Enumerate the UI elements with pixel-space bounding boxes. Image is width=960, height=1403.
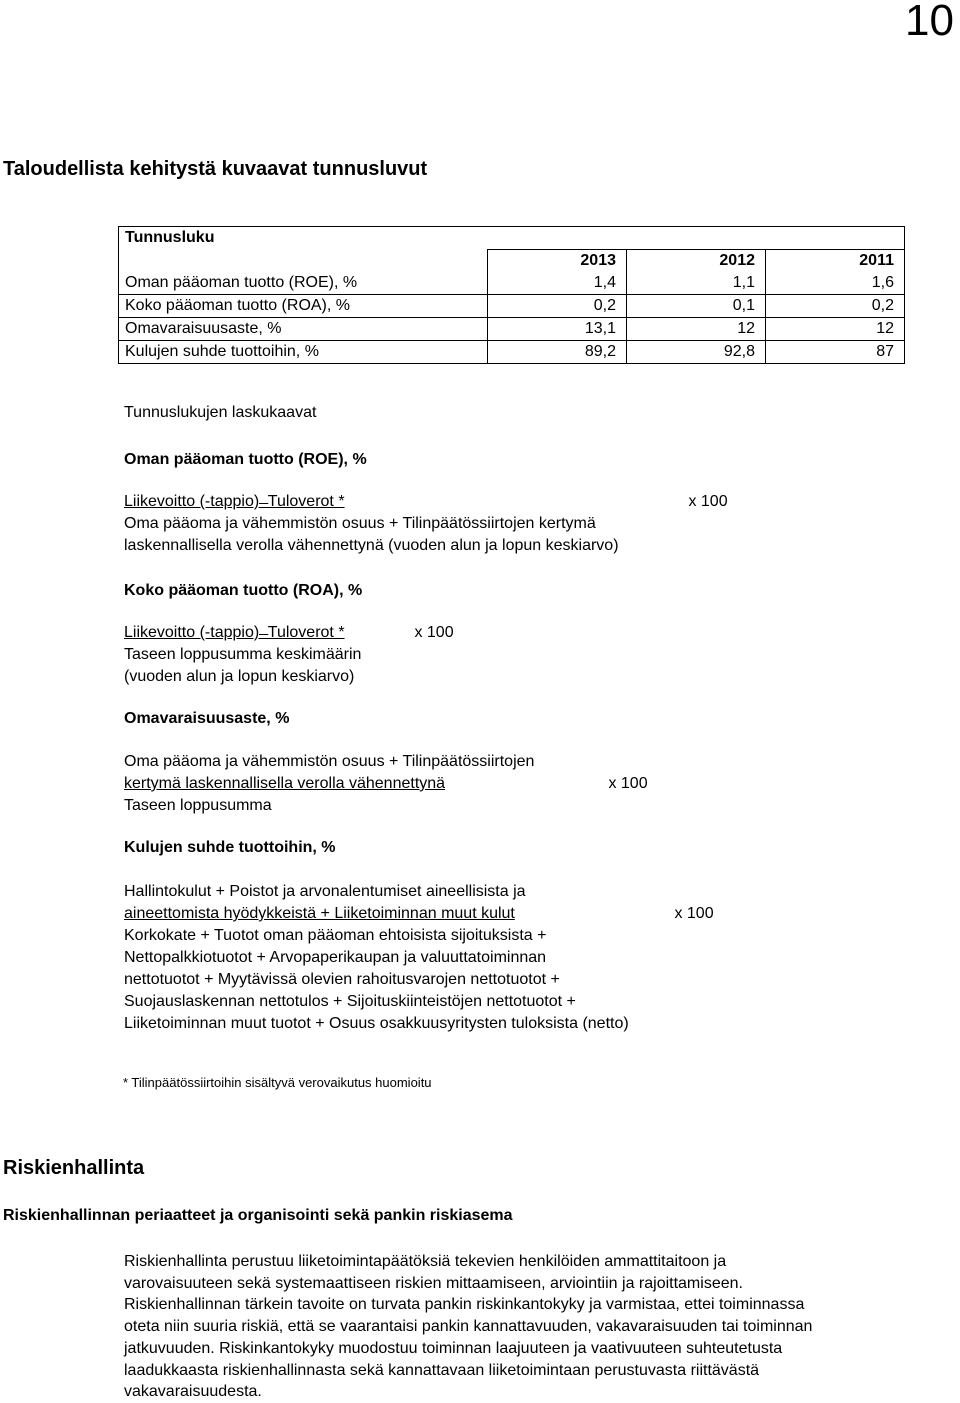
page-number: 10 bbox=[905, 0, 954, 45]
row-value: 0,2 bbox=[766, 295, 905, 318]
risk-heading: Riskienhallinta bbox=[3, 1157, 145, 1179]
year-header: 2012 bbox=[627, 250, 766, 273]
row-value: 1,4 bbox=[488, 272, 627, 295]
row-value: 89,2 bbox=[488, 341, 627, 364]
table-row bbox=[119, 318, 905, 341]
roe-numerator: Liikevoitto (-tappio) ̶ Tuloverot * x 100 bbox=[124, 493, 728, 510]
equity-denominator: Taseen loppusumma bbox=[124, 797, 272, 814]
equity-numerator-1: Oma pääoma ja vähemmistön osuus + Tilinpäätössiirtojen bbox=[124, 753, 535, 770]
row-value: 1,6 bbox=[766, 272, 905, 295]
row-value: 0,2 bbox=[488, 295, 627, 318]
cost-income-denominator-line: Korkokate + Tuotot oman pääoman ehtoisista sijoituksista + bbox=[124, 927, 547, 944]
roe-denominator-1: Oma pääoma ja vähemmistön osuus + Tilinpäätössiirtojen kertymä bbox=[124, 515, 596, 532]
cost-income-denominator-line: Liiketoiminnan muut tuotot + Osuus osakkuusyritysten tuloksista (netto) bbox=[124, 1015, 629, 1032]
paragraph-line: varovaisuuteen sekä systemaattiseen riskien mittaamiseen, arviointiin ja rajoittamiseen. bbox=[124, 1274, 743, 1292]
row-value: 13,1 bbox=[488, 318, 627, 341]
roa-title: Koko pääoman tuotto (ROA), % bbox=[124, 582, 363, 599]
risk-paragraph bbox=[124, 1251, 944, 1403]
row-label: Koko pääoman tuotto (ROA), % bbox=[119, 295, 488, 318]
cost-income-denominator-line: Nettopalkkiotuotot + Arvopaperikaupan ja valuuttatoiminnan bbox=[124, 949, 547, 966]
row-label: Kulujen suhde tuottoihin, % bbox=[119, 341, 488, 364]
paragraph-line: jatkuvuuden. Riskinkantokyky muodostuu toiminnan laajuuteen ja vaativuuteen suhteutetusta bbox=[124, 1339, 783, 1357]
roa-denominator-1: Taseen loppusumma keskimäärin bbox=[124, 646, 362, 663]
cost-income-denominator-line: nettotuotot + Myytävissä olevien rahoitusvarojen nettotuotot + bbox=[124, 971, 560, 988]
row-value: 12 bbox=[627, 318, 766, 341]
row-value: 87 bbox=[766, 341, 905, 364]
table-row bbox=[119, 295, 905, 318]
formulas-heading: Tunnuslukujen laskukaavat bbox=[124, 404, 317, 421]
year-header: 2011 bbox=[766, 250, 905, 273]
paragraph-line: laadukkaasta riskienhallinnasta sekä kannattavaan liiketoimintaan perustuvasta riittävästä bbox=[124, 1361, 760, 1379]
row-value: 0,1 bbox=[627, 295, 766, 318]
equity-multiplier: x 100 bbox=[608, 775, 648, 792]
paragraph-line: vakavaraisuudesta. bbox=[124, 1383, 262, 1401]
equity-numerator-2: kertymä laskennallisella verolla vähennettynä x 100 bbox=[124, 775, 648, 792]
table-row bbox=[119, 341, 905, 364]
equity-title: Omavaraisuusaste, % bbox=[124, 710, 290, 727]
paragraph-line: Riskienhallinta perustuu liiketoimintapäätöksiä tekevien henkilöiden ammattitaitoon ja bbox=[124, 1253, 727, 1270]
year-header: 2013 bbox=[488, 250, 627, 273]
row-label: Omavaraisuusaste, % bbox=[119, 318, 488, 341]
table-row bbox=[119, 272, 905, 295]
risk-subheading: Riskienhallinnan periaatteet ja organisointi sekä pankin riskiasema bbox=[3, 1207, 513, 1224]
cost-income-title: Kulujen suhde tuottoihin, % bbox=[124, 839, 336, 856]
roe-title: Oman pääoman tuotto (ROE), % bbox=[124, 451, 367, 468]
key-figures-table bbox=[118, 226, 905, 364]
cost-income-multiplier: x 100 bbox=[674, 905, 714, 922]
row-value: 1,1 bbox=[627, 272, 766, 295]
table-title: Tunnusluku bbox=[119, 227, 488, 250]
cost-income-denominator-line: Suojauslaskennan nettotulos + Sijoituskiinteistöjen nettotuotot + bbox=[124, 993, 576, 1010]
row-value: 12 bbox=[766, 318, 905, 341]
cost-income-numerator-1: Hallintokulut + Poistot ja arvonalentumiset aineellisista ja bbox=[124, 883, 526, 900]
paragraph-line: Riskienhallinnan tärkein tavoite on turvata pankin riskinkantokyky ja varmistaa, ettei toiminnassa bbox=[124, 1296, 805, 1314]
roe-denominator-2: laskennallisella verolla vähennettynä (vuoden alun ja lopun keskiarvo) bbox=[124, 537, 619, 554]
footnote: * Tilinpäätössiirtoihin sisältyvä verovaikutus huomioitu bbox=[123, 1075, 432, 1090]
row-label: Oman pääoman tuotto (ROE), % bbox=[119, 272, 488, 295]
roa-multiplier: x 100 bbox=[414, 624, 454, 641]
roe-multiplier: x 100 bbox=[688, 493, 728, 510]
roa-denominator-2: (vuoden alun ja lopun keskiarvo) bbox=[124, 668, 355, 685]
row-value: 92,8 bbox=[627, 341, 766, 364]
roa-numerator: Liikevoitto (-tappio) ̶ Tuloverot * x 100 bbox=[124, 624, 454, 641]
section-title: Taloudellista kehitystä kuvaavat tunnusluvut bbox=[3, 158, 428, 180]
cost-income-numerator-2: aineettomista hyödykkeistä + Liiketoiminnan muut kulut x 100 bbox=[124, 905, 714, 922]
paragraph-line: oteta niin suuria riskiä, että se vaarantaisi pankin kannattavuuden, vakavaraisuuden tai toiminnan bbox=[124, 1318, 813, 1336]
